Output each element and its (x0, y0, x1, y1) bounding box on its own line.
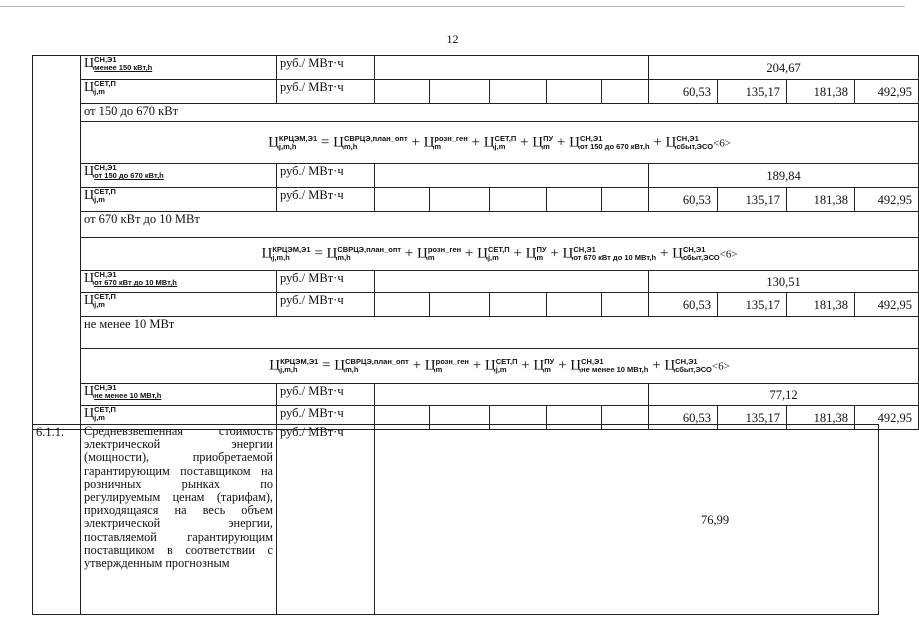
section-title-row (33, 317, 919, 349)
sn-value: 77,12 (649, 384, 919, 406)
net-value: 181,38 (787, 406, 855, 430)
unit-label: руб./ МВт·ч (277, 293, 375, 317)
symbol-sn: Ц СН,Э1 не менее 10 МВт,h (81, 384, 277, 406)
symbol-set: Ц СЕТ,П j,m (81, 80, 277, 104)
section-title-row (33, 104, 919, 122)
net-value: 135,17 (718, 293, 787, 317)
symbol-sn: Ц СН,Э1 от 670 кВт до 10 МВт,h (81, 271, 277, 293)
row-sn (33, 271, 919, 293)
unit-label: руб./ МВт·ч (277, 406, 375, 430)
margin-cell (33, 56, 81, 430)
section-title: не менее 10 МВт (81, 317, 919, 349)
sn-value: 130,51 (649, 271, 919, 293)
symbol-sn: Ц СН,Э1 от 150 до 670 кВт,h (81, 164, 277, 188)
item-description: Средневзвешенная стоимость электрической энергии (мощности), приобретаемой гарантирующим поставщиком на розничных рынках по регулируемым ценам (тарифам), приходящаяся на весь объем электрической энергии, поставляемой гарантирующим поставщиком в соответствии с утвержденным прогнозным (81, 425, 277, 615)
symbol-sn: Ц СН,Э1 менее 150 кВт,h (81, 56, 277, 80)
net-value: 60,53 (649, 406, 718, 430)
symbol-set: Ц СЕТ,П j,m (81, 406, 277, 430)
tariff-table-continued (32, 424, 879, 615)
formula-row (33, 349, 919, 384)
unit-label: руб./ МВт·ч (277, 164, 375, 188)
section-title: от 150 до 670 кВт (81, 104, 919, 122)
unit-label: руб./ МВт·ч (277, 56, 375, 80)
unit-label: руб./ МВт·ч (277, 80, 375, 104)
net-value: 181,38 (787, 293, 855, 317)
section-title: от 670 кВт до 10 МВт (81, 212, 919, 238)
unit-label: руб./ МВт·ч (277, 188, 375, 212)
row-sn (33, 384, 919, 406)
formula: Ц КРЦЭМ,Э1 j,m,h = Ц СВРЦЭ,план_опт m,h + Ц розн_ген m + Ц СЕТ,П j,m + Ц ПУ m + Ц СН,Э1 не менее 10 МВт,h + Ц СН,Э1 сбыт,ЭСО <6> (81, 349, 919, 384)
net-value: 135,17 (718, 406, 787, 430)
sn-value: 204,67 (649, 56, 919, 80)
symbol-set: Ц СЕТ,П j,m (81, 188, 277, 212)
unit-label: руб./ МВт·ч (277, 425, 375, 615)
net-value: 492,95 (855, 80, 919, 104)
net-value: 181,38 (787, 80, 855, 104)
formula: Ц КРЦЭМ,Э1 j,m,h = Ц СВРЦЭ,план_опт m,h + Ц розн_ген m + Ц СЕТ,П j,m + Ц ПУ m + Ц СН,Э1 от 150 до 670 кВт,h + Ц СН,Э1 сбыт,ЭСО <6> (81, 122, 919, 164)
formula: Ц КРЦЭМ,Э1 j,m,h = Ц СВРЦЭ,план_опт m,h + Ц розн_ген m + Ц СЕТ,П j,m + Ц ПУ m + Ц СН,Э1 от 670 кВт до 10 МВт,h + Ц СН,Э1 сбыт,ЭСО <6> (81, 238, 919, 271)
row-set (33, 293, 919, 317)
net-value: 492,95 (855, 188, 919, 212)
sn-value: 189,84 (649, 164, 919, 188)
net-value: 60,53 (649, 80, 718, 104)
net-value: 181,38 (787, 188, 855, 212)
item-value: 76,99 (375, 425, 879, 615)
page-number: 12 (446, 32, 459, 46)
net-value: 60,53 (649, 293, 718, 317)
section-title-row (33, 212, 919, 238)
row-6-1-1 (33, 425, 879, 615)
row-set (33, 80, 919, 104)
item-number: 6.1.1. (33, 425, 81, 615)
tariff-table (32, 55, 919, 430)
net-value: 60,53 (649, 188, 718, 212)
net-value: 135,17 (718, 80, 787, 104)
row-set (33, 188, 919, 212)
unit-label: руб./ МВт·ч (277, 384, 375, 406)
unit-label: руб./ МВт·ч (277, 271, 375, 293)
empty-cell (375, 56, 649, 80)
net-value: 492,95 (855, 293, 919, 317)
net-value: 135,17 (718, 188, 787, 212)
row-sn (33, 164, 919, 188)
formula-row (33, 238, 919, 271)
symbol-set: Ц СЕТ,П j,m (81, 293, 277, 317)
formula-row (33, 122, 919, 164)
net-value: 492,95 (855, 406, 919, 430)
top-rule (0, 6, 905, 7)
row-sn-lt150 (33, 56, 919, 80)
